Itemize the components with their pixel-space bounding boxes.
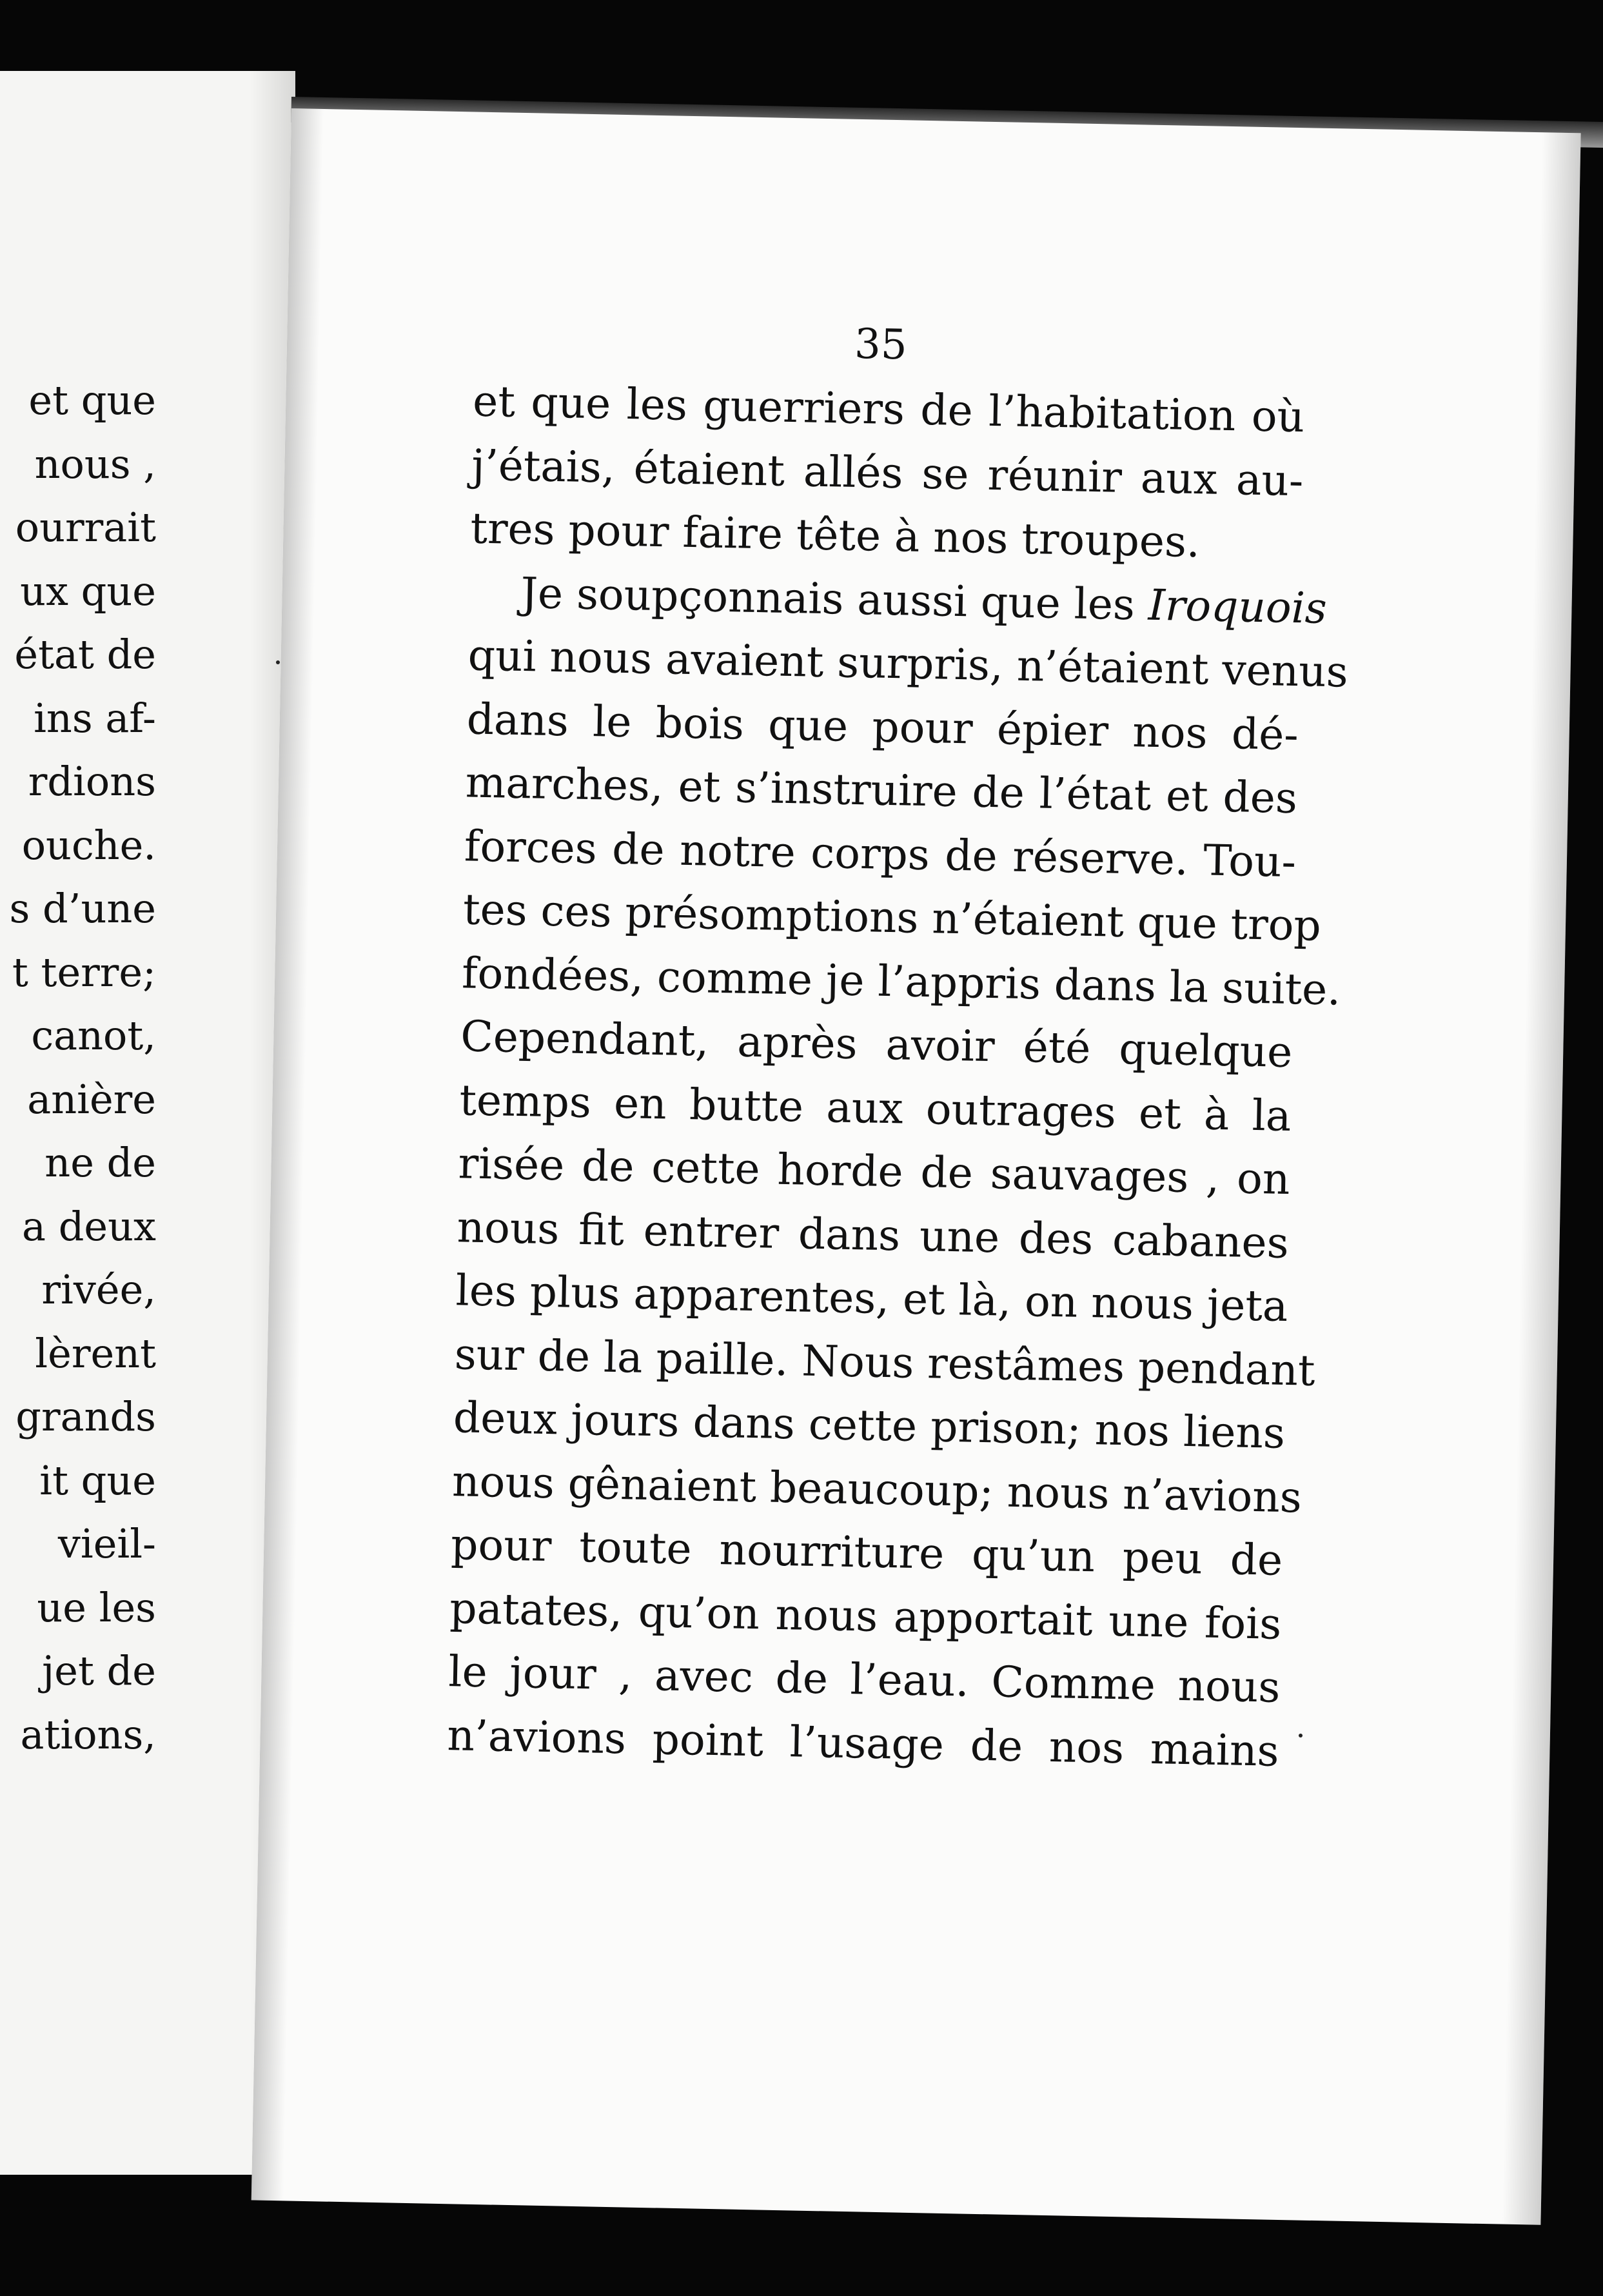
page-number: 35 [854, 320, 908, 370]
text-line: pour toute nourriture qu’un peu de [450, 1519, 1283, 1585]
left-page-line: anière [27, 1075, 156, 1123]
left-page-line: a deux [22, 1202, 156, 1250]
left-page-line: canot, [31, 1012, 156, 1059]
text-line: sur de la paille. Nous restâmes pendant [454, 1329, 1316, 1396]
text-line: deux jours dans cette prison; nos liens [453, 1392, 1286, 1458]
text-line: nous gênaient beaucoup; nous n’avions [451, 1456, 1303, 1522]
left-page [0, 71, 295, 2175]
left-page-line: grands [15, 1393, 156, 1440]
text-line: forces de notre corps de réserve. Tou- [464, 820, 1297, 887]
text-line: temps en butte aux outrages et à la [458, 1074, 1292, 1141]
text-line: dans le bois que pour épier nos dé- [466, 693, 1299, 760]
text-line: tres pour faire tête à nos troupes. [469, 503, 1201, 568]
left-page-line: jet de [42, 1647, 156, 1694]
left-page-line: ins af- [34, 694, 156, 742]
left-page-line: rdions [28, 758, 156, 805]
left-page-line: ations, [20, 1710, 156, 1758]
left-page-line: s d’une [9, 885, 156, 932]
left-page-line: rivée, [41, 1266, 156, 1313]
left-page-line: lèrent [35, 1329, 156, 1377]
text-line-segment: Je soupçonnais aussi que les [520, 568, 1149, 630]
text-line: n’avions point l’usage de nos mains [446, 1710, 1280, 1776]
ink-speck [276, 660, 280, 664]
text-line: marches, et s’instruire de l’état et des [465, 757, 1298, 824]
left-page-line: ouche. [21, 821, 156, 869]
left-page-line: vieil- [57, 1520, 156, 1567]
left-page-line: nous , [34, 440, 156, 488]
text-line: fondées, comme je l’appris dans la suite. [461, 947, 1341, 1014]
text-line: et que les guerriers de l’habitation où [472, 376, 1305, 442]
text-line: nous fit entrer dans une des cabanes [457, 1202, 1290, 1268]
text-line: patates, qu’on nous apportait une fois [449, 1583, 1282, 1649]
text-line: j’étais, étaient allés se réunir aux au- [471, 439, 1304, 506]
left-page-line: état de [14, 631, 156, 678]
body-text [446, 370, 1349, 1783]
left-page-line: it que [39, 1456, 156, 1504]
left-page-line: et que [28, 377, 156, 424]
text-line: le jour , avec de l’eau. Comme nous [447, 1647, 1281, 1712]
text-line: qui nous avaient surpris, n’étaient venus [467, 630, 1349, 697]
text-line: risée de cette horde de sauvages , on [457, 1138, 1291, 1205]
text-line: tes ces présomptions n’étaient que trop [462, 884, 1322, 951]
left-page-line: ourrait [15, 504, 156, 551]
text-line: les plus apparentes, et là, on nous jeta [455, 1265, 1289, 1332]
left-page-line: ne de [44, 1139, 156, 1186]
ink-speck [1299, 1734, 1303, 1737]
left-page-line: t terre; [12, 948, 156, 996]
left-page-line: ue les [37, 1583, 156, 1631]
left-page-line: ux que [20, 567, 156, 615]
text-line: Cependant, après avoir été quelque [460, 1011, 1293, 1078]
italic-word: Iroquois [1148, 580, 1328, 633]
fore-edge-shadow [1502, 132, 1580, 2225]
right-page [251, 108, 1581, 2225]
